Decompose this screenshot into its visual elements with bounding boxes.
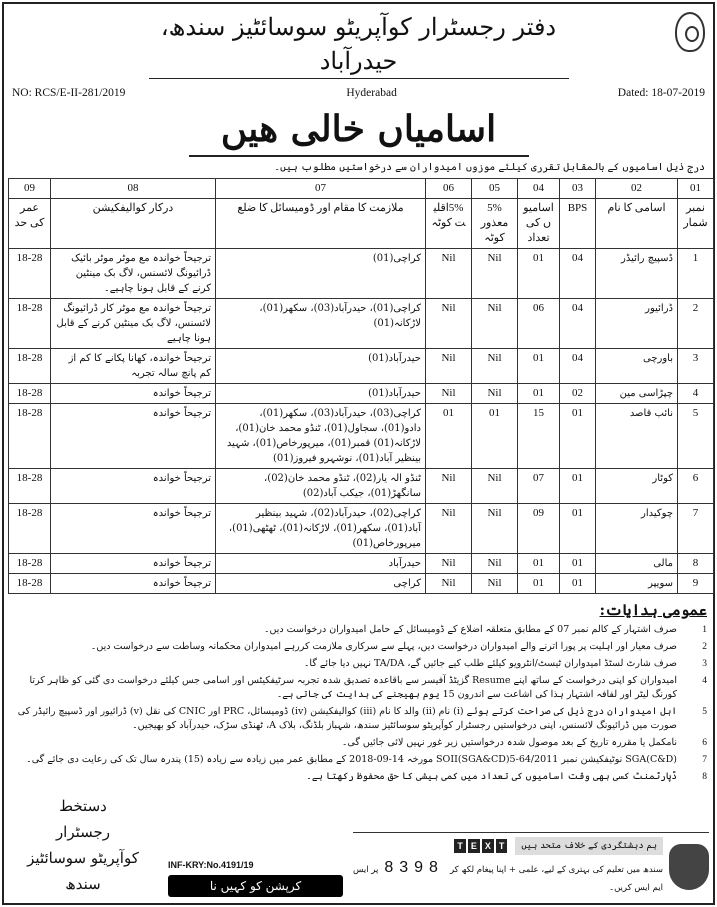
cell-serial: 9 xyxy=(678,574,714,594)
inf-number: INF-KRY:No.4191/19 xyxy=(168,860,254,870)
cell-location-domicile: کراچی(02)، حیدرآباد(02)، شہید بینظیر آباد(01)، سکھر(01)، لاڑکانہ(01)، ٹھٹھی(01)، میرپورخاص(01) xyxy=(216,504,426,554)
column-number: 04 xyxy=(518,179,560,199)
cell-location-domicile: حیدرآباد(01) xyxy=(216,349,426,384)
cell-qualification: ترجیحاً خواندہ xyxy=(51,504,216,554)
footer xyxy=(8,793,709,897)
cell-vacancies: 01 xyxy=(518,554,560,574)
cell-vacancies: 01 xyxy=(518,349,560,384)
cell-age-limit: 18-28 xyxy=(9,349,51,384)
cell-post-name: نائب قاصد xyxy=(596,404,678,469)
meta-row xyxy=(8,85,709,101)
cell-post-name: سویپر xyxy=(596,574,678,594)
column-number: 09 xyxy=(9,179,51,199)
instruction-number: 8 xyxy=(702,772,707,782)
cell-age-limit: 18-28 xyxy=(9,249,51,299)
cell-disabled-quota: Nil xyxy=(472,574,518,594)
sms-post: پر ایس ایم ایس کریں۔ xyxy=(353,865,663,893)
column-number: 08 xyxy=(51,179,216,199)
cell-bps: 01 xyxy=(560,574,596,594)
cell-minority-quota: Nil xyxy=(426,554,472,574)
reference-number: NO: RCS/E-II-281/2019 xyxy=(12,87,126,99)
cell-location-domicile: کراچی(01)، حیدرآباد(03)، سکھر(01)، لاڑکانہ(01) xyxy=(216,299,426,349)
cell-bps: 04 xyxy=(560,299,596,349)
cell-post-name: چوکیدار xyxy=(596,504,678,554)
instruction-text: SGA(C&D) نوٹیفکیشن نمبر SOII(SGA&CD)5-64/2011 مورخہ 14-09-2018 کے مطابق عمر میں زیادہ سے زیادہ (15) پندرہ سال تک کی رعایت دی جائے گی۔ xyxy=(26,754,677,765)
cell-post-name: باورچی xyxy=(596,349,678,384)
cell-minority-quota: Nil xyxy=(426,469,472,504)
instruction-text: اہل امیدواران درج ذیل کی صراحت کرتے ہوئے (i) نام (ii) والد کا نام (iii) کوالیفکیشن (iv) ڈومیسائل، PRC اور CNIC کی نقل (v) ڈرائیور اور ڈسپیچ رائیڈر کی صورت میں ڈرائیونگ لائسنس، اپنی درخواستیں رجسٹرار کوآپریٹو سوسائٹیز سندھ، شہباز بلڈنگ، بلاک A، ٹھنڈی سڑک، حیدرآباد کو بھیجیں۔ xyxy=(17,706,677,731)
instruction-item xyxy=(10,736,707,750)
signatory-title: رجسٹرار xyxy=(55,823,111,841)
cell-qualification: ترجیحاً خواندہ مع موٹر کار ڈرائیونگ لائسنس، لاگ بک مینٹین کرنے کے قابل ہونا چاہیے xyxy=(51,299,216,349)
cell-location-domicile: حیدرآباد(01) xyxy=(216,384,426,404)
cell-post-name: ڈسپیچ رائیڈر xyxy=(596,249,678,299)
column-number-row xyxy=(9,179,714,199)
cell-serial: 8 xyxy=(678,554,714,574)
cell-vacancies: 15 xyxy=(518,404,560,469)
cell-vacancies: 01 xyxy=(518,249,560,299)
cell-minority-quota: Nil xyxy=(426,349,472,384)
column-header-bps: BPS xyxy=(560,199,596,249)
cell-age-limit: 18-28 xyxy=(9,504,51,554)
cell-serial: 2 xyxy=(678,299,714,349)
instruction-number: 5 xyxy=(702,707,707,717)
cell-location-domicile: ٹنڈو الہ یار(02)، ٹنڈو محمد خان(02)، سانگھڑ(01)، جیکب آباد(02) xyxy=(216,469,426,504)
cell-disabled-quota: Nil xyxy=(472,349,518,384)
table-row xyxy=(9,554,714,574)
table-row xyxy=(9,469,714,504)
cell-vacancies: 09 xyxy=(518,504,560,554)
table-row xyxy=(9,504,714,554)
column-header-age-limit: عمر کی حد xyxy=(9,199,51,249)
instruction-item xyxy=(10,770,707,784)
sindh-government-seal-icon xyxy=(675,12,705,52)
ad-header xyxy=(8,8,709,178)
cell-serial: 5 xyxy=(678,404,714,469)
cell-qualification: ترجیحاً خواندہ xyxy=(51,404,216,469)
cell-bps: 01 xyxy=(560,469,596,504)
cell-age-limit: 18-28 xyxy=(9,574,51,594)
cell-vacancies: 07 xyxy=(518,469,560,504)
cell-vacancies: 01 xyxy=(518,384,560,404)
instruction-number: 2 xyxy=(702,642,707,652)
cell-bps: 01 xyxy=(560,404,596,469)
cell-serial: 3 xyxy=(678,349,714,384)
cell-qualification: ترجیحاً خواندہ xyxy=(51,574,216,594)
cell-post-name: کوٹار xyxy=(596,469,678,504)
cell-disabled-quota: Nil xyxy=(472,504,518,554)
cell-qualification: ترجیحاً خواندہ مع موٹر موٹر بائیک ڈرائیونگ لائسنس، لاگ بک مینٹین کرنے کے قابل ہونا چاہیے۔ xyxy=(51,249,216,299)
cell-minority-quota: 01 xyxy=(426,404,472,469)
cell-serial: 4 xyxy=(678,384,714,404)
cell-age-limit: 18-28 xyxy=(9,384,51,404)
cell-age-limit: 18-28 xyxy=(9,469,51,504)
sms-code: 8398 xyxy=(384,859,444,876)
instruction-item xyxy=(10,657,707,671)
text-letter: X xyxy=(482,839,494,853)
sms-campaign-banner xyxy=(353,832,709,897)
signatory-department: کوآپریٹو سوسائٹیز سندھ xyxy=(27,849,139,893)
cell-disabled-quota: 01 xyxy=(472,404,518,469)
column-header-serial: نمبر شمار xyxy=(678,199,714,249)
text-letter: T xyxy=(496,839,508,853)
cell-disabled-quota: Nil xyxy=(472,554,518,574)
ad-frame xyxy=(2,2,715,905)
cell-bps: 01 xyxy=(560,504,596,554)
cell-qualification: ترجیحاً خواندہ، کھانا پکانے کا کم از کم پانچ سالہ تجربہ xyxy=(51,349,216,384)
cell-qualification: ترجیحاً خواندہ xyxy=(51,554,216,574)
cell-age-limit: 18-28 xyxy=(9,299,51,349)
anti-corruption-banner: کرپشن کو کہیں نا xyxy=(168,875,343,897)
city: Hyderabad xyxy=(346,87,397,99)
cell-location-domicile: کراچی xyxy=(216,574,426,594)
cell-post-name: ڈرائیور xyxy=(596,299,678,349)
instruction-text: صرف شارٹ لسٹڈ امیدواران ٹیسٹ/انٹرویو کیلئے طلب کیے جائیں گے، TA/DA نہیں دیا جائے گا۔ xyxy=(303,658,677,669)
column-number: 02 xyxy=(596,179,678,199)
date: Dated: 18-07-2019 xyxy=(617,87,705,99)
sms-instructions xyxy=(353,859,663,897)
instruction-text: ڈپارٹمنٹ کسی بھی وقت اسامیوں کی تعداد میں کمی بیشی کا حق محفوظ رکھتا ہے۔ xyxy=(306,771,677,782)
instruction-item xyxy=(10,753,707,767)
table-row xyxy=(9,574,714,594)
column-header-row xyxy=(9,199,714,249)
cell-minority-quota: Nil xyxy=(426,504,472,554)
cell-vacancies: 01 xyxy=(518,574,560,594)
instruction-text: امیدواران کو اپنی درخواست کے ساتھ اپنے Resume گزیٹڈ آفیسر سے باقاعدہ تصدیق شدہ تجربہ سرٹیفکیٹس اور اسامی جس کیلئے درخواست دی گئی کو ظاہر کرتا کورنگ لیٹر اور لفافہ اشتہار ہذا کی اشاعت سے اندرون 15 یوم بھیجنے کی ہدایت کی جاتی ہے۔ xyxy=(29,675,677,700)
column-header-post-name: اسامی کا نام xyxy=(596,199,678,249)
column-header-qualification: درکار کوالیفکیشن xyxy=(51,199,216,249)
column-number: 01 xyxy=(678,179,714,199)
cell-post-name: مالی xyxy=(596,554,678,574)
instruction-item xyxy=(10,674,707,702)
column-number: 05 xyxy=(472,179,518,199)
table-row xyxy=(9,404,714,469)
cell-serial: 7 xyxy=(678,504,714,554)
cell-minority-quota: Nil xyxy=(426,574,472,594)
cell-serial: 6 xyxy=(678,469,714,504)
cell-location-domicile: کراچی(03)، حیدرآباد(03)، سکھر(01)، دادو(01)، سجاول(01)، ٹنڈو محمد خان(01)، لاڑکانہ(01) قمبر(01)، میرپورخاص(01)، شہید بینظیر آباد(01)، نوشہرو فیروز(01) xyxy=(216,404,426,469)
cell-vacancies: 06 xyxy=(518,299,560,349)
office-title: دفتر رجسٹرار کوآپریٹو سوسائٹیز سندھ، حیدرآباد xyxy=(149,10,569,79)
instruction-number: 6 xyxy=(702,738,707,748)
column-number: 07 xyxy=(216,179,426,199)
sms-pre: سندھ میں تعلیم کی بہتری کے لیے، علمی + اپنا پیغام لکھ کر xyxy=(449,865,663,875)
cell-bps: 02 xyxy=(560,384,596,404)
cell-disabled-quota: Nil xyxy=(472,469,518,504)
table-row xyxy=(9,349,714,384)
instruction-text: صرف معیار اور اہلیت پر پورا اترنے والے امیدواران درخواست دیں، پہلے سے سرکاری ملازمت کررہے امیدواران محکمانہ وساطت سے درخواست دیں۔ xyxy=(90,641,677,652)
anti-terror-slogan: ہم دہشتگردی کے خلاف متحد ہیں xyxy=(515,837,663,855)
cell-minority-quota: Nil xyxy=(426,384,472,404)
instruction-number: 7 xyxy=(702,755,707,765)
campaign-top-row xyxy=(353,837,663,855)
cell-minority-quota: Nil xyxy=(426,249,472,299)
column-number: 06 xyxy=(426,179,472,199)
cell-location-domicile: حیدرآباد xyxy=(216,554,426,574)
instructions-title: عمومی ہدایات: xyxy=(599,601,707,619)
column-header-disabled-quota: 5% معذور کوٹہ xyxy=(472,199,518,249)
cell-bps: 04 xyxy=(560,249,596,299)
mobile-mascot-icon xyxy=(669,844,709,890)
instruction-item xyxy=(10,640,707,654)
instruction-number: 4 xyxy=(702,676,707,686)
cell-qualification: ترجیحاً خواندہ xyxy=(51,384,216,404)
cell-bps: 04 xyxy=(560,349,596,384)
campaign-body xyxy=(353,837,663,897)
cell-post-name: چپڑاسی مین xyxy=(596,384,678,404)
instruction-item xyxy=(10,705,707,733)
column-number: 03 xyxy=(560,179,596,199)
instruction-item xyxy=(10,623,707,637)
column-header-minority-quota: 5%اقلیت کوٹہ xyxy=(426,199,472,249)
cell-minority-quota: Nil xyxy=(426,299,472,349)
table-row xyxy=(9,384,714,404)
text-letter: T xyxy=(454,839,466,853)
instruction-number: 3 xyxy=(702,659,707,669)
cell-age-limit: 18-28 xyxy=(9,404,51,469)
vacancy-table xyxy=(8,178,714,594)
inf-block xyxy=(168,859,343,897)
cell-serial: 1 xyxy=(678,249,714,299)
text-letter: E xyxy=(468,839,480,853)
cell-disabled-quota: Nil xyxy=(472,299,518,349)
instruction-number: 1 xyxy=(702,625,707,635)
general-instructions xyxy=(8,600,709,787)
table-row xyxy=(9,299,714,349)
cell-bps: 01 xyxy=(560,554,596,574)
signature-block xyxy=(8,793,158,897)
instruction-text: نامکمل یا مقررہ تاریخ کے بعد موصول شدہ درخواستیں زیر غور نہیں لائی جائیں گی۔ xyxy=(341,737,677,748)
cell-disabled-quota: Nil xyxy=(472,249,518,299)
instruction-text: صرف اشتہار کے کالم نمبر 07 کے مطابق متعلقہ اضلاع کے ڈومیسائل کے حامل امیدواران درخواست دیں۔ xyxy=(263,624,677,635)
headline: اسامیاں خالی ھیں xyxy=(189,103,529,157)
text-badge xyxy=(454,839,507,853)
cell-disabled-quota: Nil xyxy=(472,384,518,404)
cell-qualification: ترجیحاً خواندہ xyxy=(51,469,216,504)
cell-age-limit: 18-28 xyxy=(9,554,51,574)
cell-location-domicile: کراچی(01) xyxy=(216,249,426,299)
table-row xyxy=(9,249,714,299)
intro-text: درج ذیل اسامیوں کے بالمقابل تقرری کیلئے موزوں امیدواران سے درخواستیں مطلوب ہیں۔ xyxy=(274,162,705,173)
column-header-location-domicile: ملازمت کا مقام اور ڈومیسائل کا ضلع xyxy=(216,199,426,249)
signature-label: دستخط xyxy=(59,797,107,815)
column-header-vacancies: اسامیوں کی تعداد xyxy=(518,199,560,249)
